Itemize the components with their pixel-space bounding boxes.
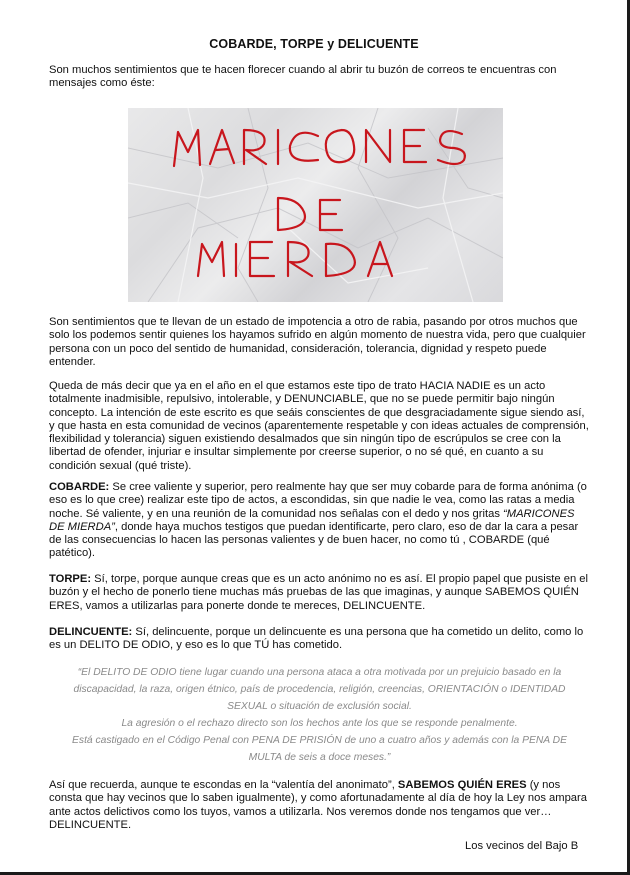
document-title: COBARDE, TORPE y DELICUENTE <box>209 37 419 51</box>
hate-crime-quote <box>62 664 577 766</box>
cobarde-text-2: , donde haya muchos testigos que puedan identificarte, pero claro, eso de dar la cara a pesar de las consecuencias lo hacen las personas valientes y de buen hacer, no como tú , COBARDE (qué patético). <box>49 520 579 560</box>
cobarde-label: COBARDE: <box>49 481 110 493</box>
torpe-label: TORPE: <box>49 573 92 585</box>
closing-text-1: Así que recuerda, aunque te escondas en la “valentía del anonimato”, <box>49 779 398 791</box>
cobarde-text-1: Se cree valiente y superior, pero realmente hay que ser muy cobarde para de forma anónima (o eso es lo que cree) realizar este tipo de actos, a escondidas, sin que nadie le vea, como las ratas a media noche. Sé valiente, y en una reunión de la comunidad nos señalas con el dedo y nos gritas <box>49 481 587 520</box>
signature: Los vecinos del Bajo B <box>465 840 579 852</box>
intro-paragraph: Son muchos sentimientos que te hacen florecer cuando al abrir tu buzón de correos te encuentras con mensajes como éste: <box>49 64 557 90</box>
torpe-text: Sí, torpe, porque aunque creas que es un acto anónimo no es así. El propio papel que pusiste en el buzón y el hecho de ponerlo tiene muchas más pruebas de las que imaginas, y aunque SABEMOS QUIÉN ERES, vamos a utilizarlas para ponerte donde te mereces, DELINCUENTE. <box>49 573 588 612</box>
torpe-paragraph <box>49 573 589 613</box>
closing-paragraph <box>49 779 589 832</box>
delincuente-paragraph <box>49 626 589 653</box>
delincuente-label: DELINCUENTE: <box>49 626 133 638</box>
closing-text-2: (y nos consta que hay vecinos que lo saben igualmente), y como afortunadamente al día de hoy la Ley nos ampara ante actos delictivos como los tuyos, vamos a utilizarla. Nos veremos donde nos tengamos que ver… DELINCUENTE. <box>49 779 587 831</box>
delincuente-text: Sí, delincuente, porque un delincuente es una persona que ha cometido un delito, como lo es un DELITO DE ODIO, y eso es lo que TÚ has cometido. <box>49 626 584 652</box>
year-paragraph: Queda de más decir que ya en el año en el que estamos este tipo de trato HACIA NADIE es un acto totalmente inadmisible, repulsivo, intolerable, y DENUNCIABLE, que no se puede permitir bajo ningún concepto. La intención de este escrito es que seáis conscientes de que desgraciadamente sigue siendo así, y que hasta en esta comunidad de vecinos (aparentemente respetable y con ideas actuales de comprensión, flexibilidad y tolerancia) siguen existiendo desalmados que sin ningún tipo de escrúpulos se cree con la libertad de ofender, injuriar e insultar simplemente por creerse superior, o no sé qué, en cuanto a su condición sexual (qué triste). <box>49 380 589 472</box>
feelings-paragraph: Son sentimientos que te llevan de un estado de impotencia a otro de rabia, pasando por otros muchos que solo los podemos sentir quienes los hayamos sufrido en algún momento de nuestra vida, pero que cualquier persona con un poco del sentido de humanidad, consideración, tolerancia, dignidad y respeto puede entender. <box>49 316 586 368</box>
cobarde-quoted-insult: “MARICONES DE MIERDA” <box>49 507 575 533</box>
quote-line-penalty: Está castigado en el Código Penal con PENA DE PRISIÓN de uno a cuatro años y además con la PENA DE MULTA de seis a doce meses.” <box>72 735 567 763</box>
quote-line-response: La agresión o el rechazo directo son los hechos ante los que se responde penalmente. <box>121 718 518 729</box>
handwritten-note-image <box>128 108 503 302</box>
quote-line-definition: “El DELITO DE ODIO tiene lugar cuando una persona ataca a otra motivada por un prejuicio basado en la discapacidad, la raza, origen étnico, país de procedencia, religión, creencias, ORIENTACIÓN o IDENTIDAD SEXUAL o situación de exclusión social. <box>73 667 566 712</box>
cobarde-paragraph <box>49 481 589 561</box>
closing-bold: SABEMOS QUIÉN ERES <box>397 779 527 791</box>
note-photo <box>128 108 503 302</box>
